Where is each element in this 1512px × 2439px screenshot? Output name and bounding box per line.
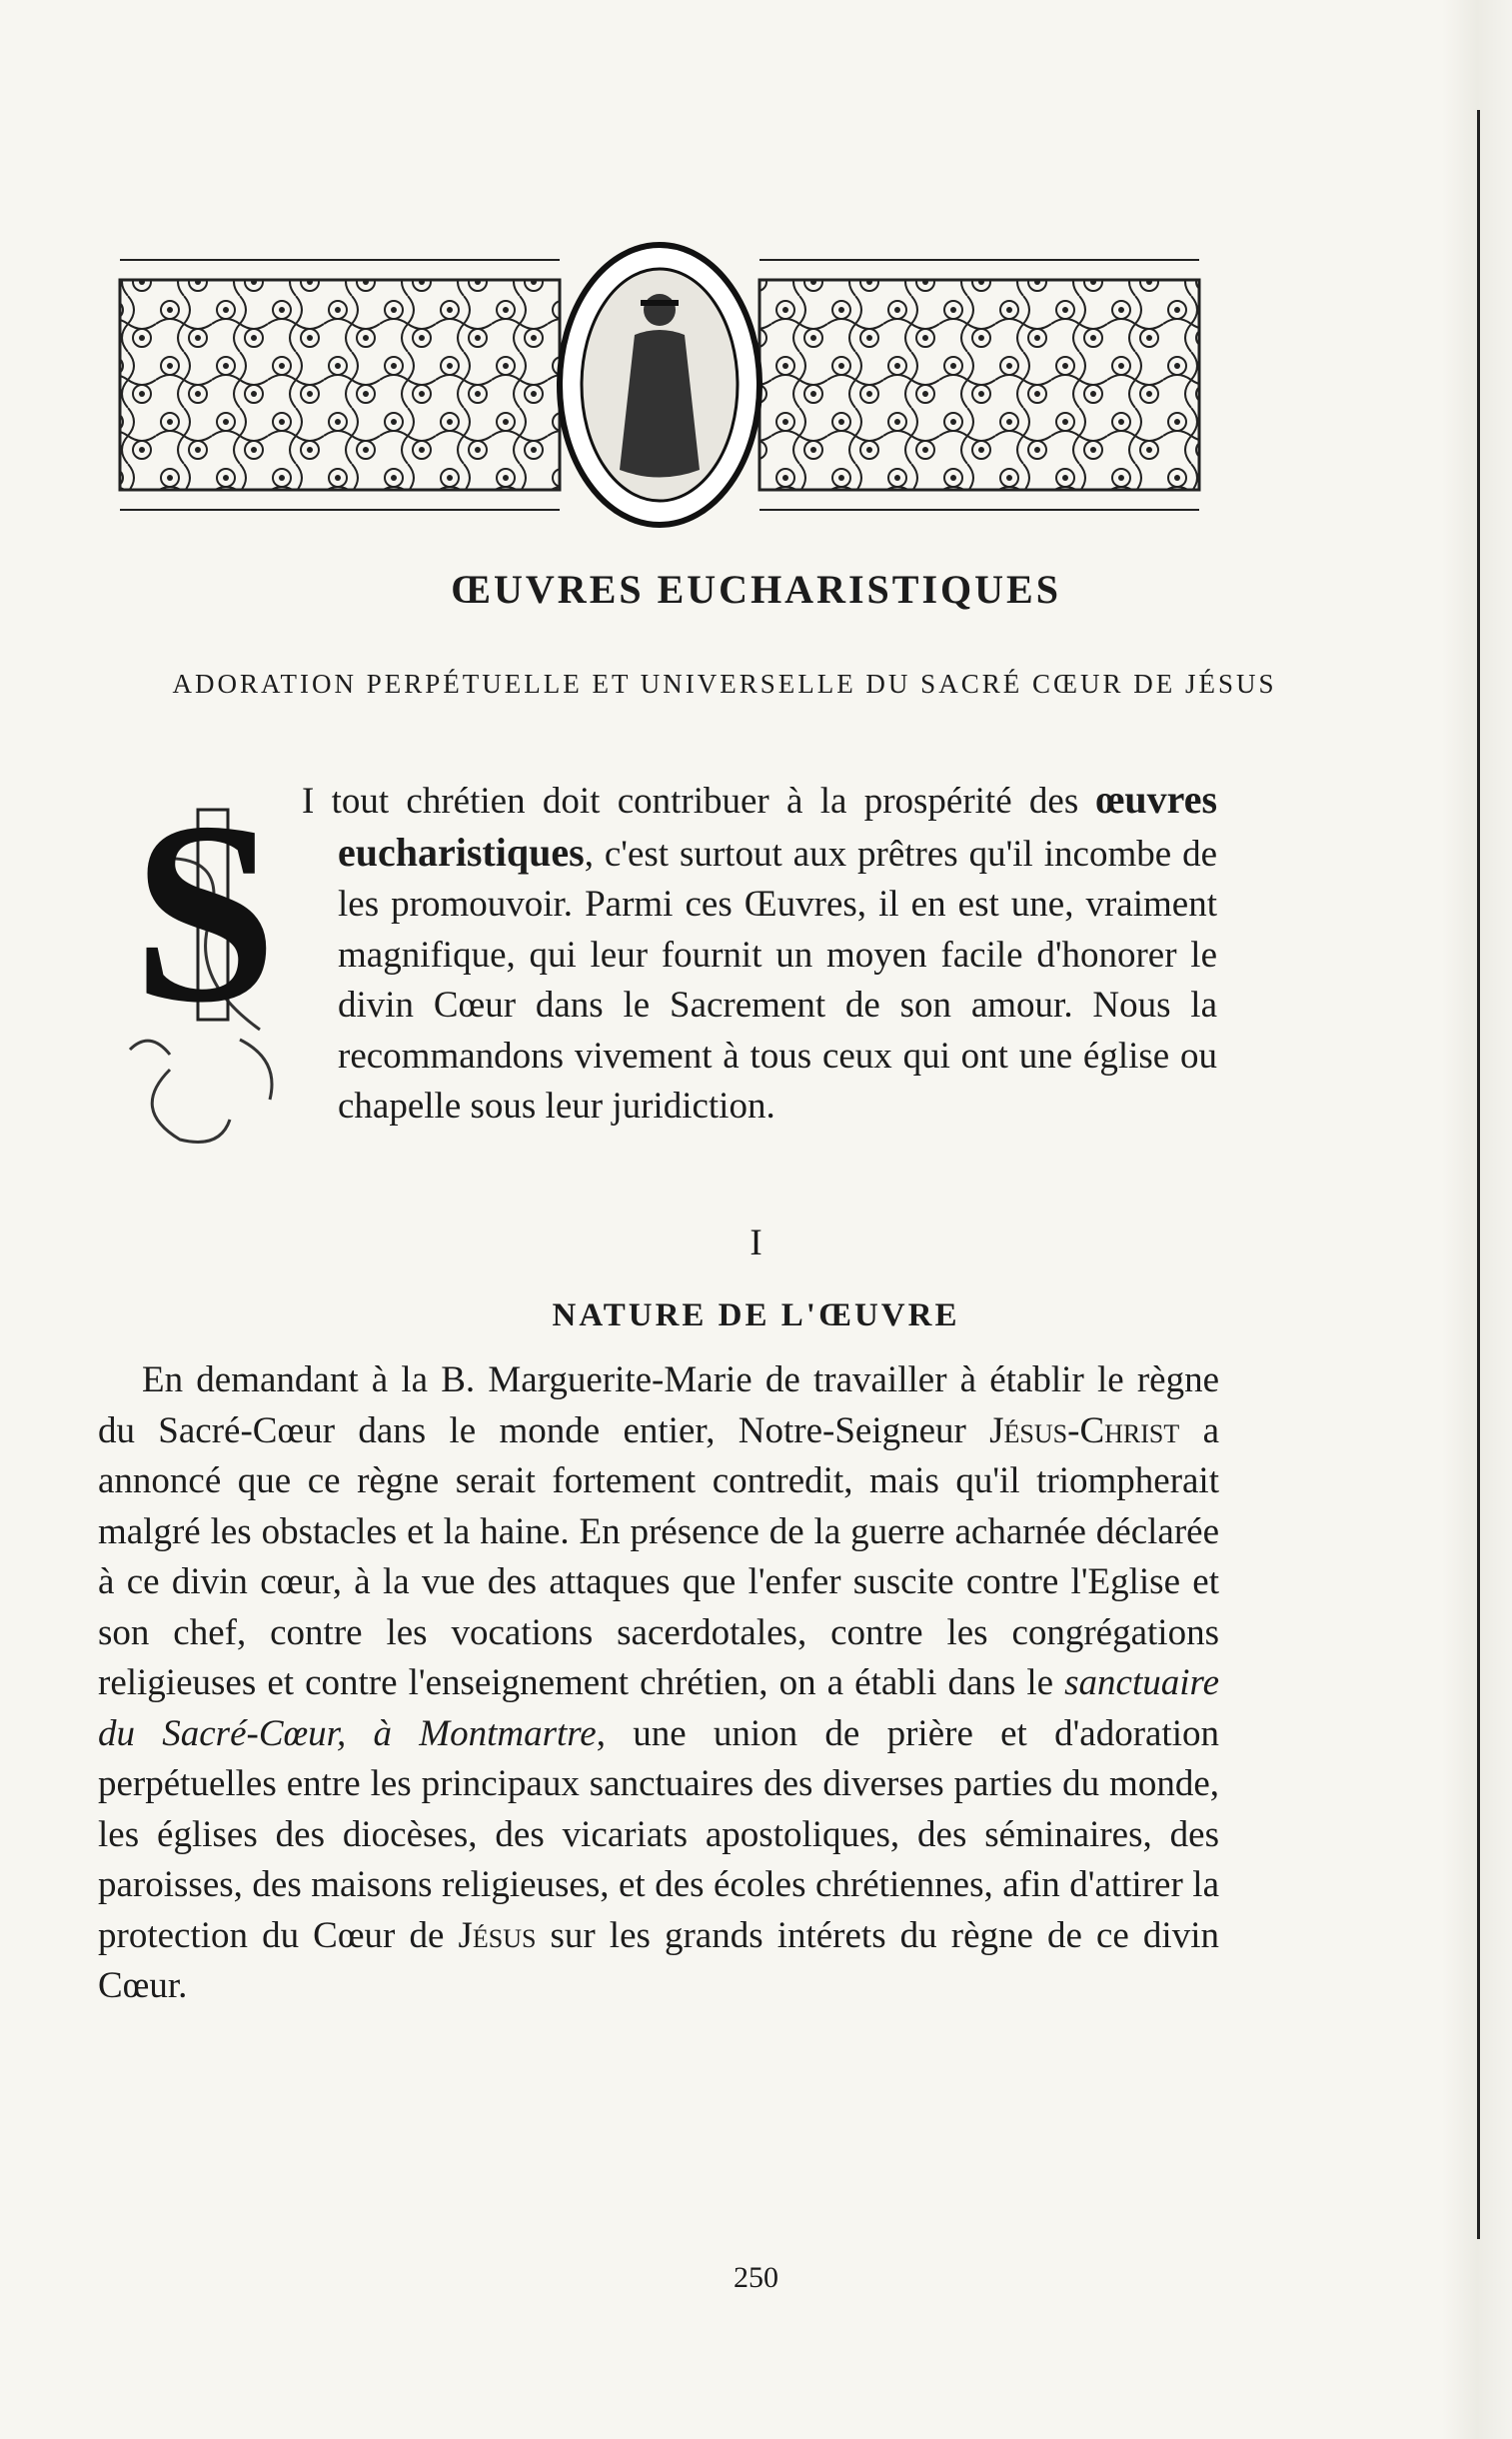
body-part2: a annoncé que ce règne serait fortement contredit, mais qu'il triompherait malgré les obstacles et la haine. En présence de la guerre acharnée déclarée à ce divin cœur, à la vue des attaques que l'enfer suscite contre l'Eglise et son chef, contre les vocations sacerdotales, contre les congrégations religieuses et contre l'enseignement chrétien, on a établi dans le (98, 1409, 1219, 1703)
page-subtitle: ADORATION PERPÉTUELLE ET UNIVERSELLE DU SACRÉ CŒUR DE JÉSUS (172, 669, 1277, 699)
body-jesus-christ: Jésus-Christ (989, 1409, 1180, 1451)
intro-rest: , c'est surtout aux prêtres qu'il incombe de les promouvoir. Parmi ces Œuvres, il en est une, vraiment magnifique, qui leur fournit un moyen facile d'honorer le divin Cœur dans le Sacrement de son amour. Nous la recommandons vivement à tous ceux qui ont une église ou chapelle sous leur juridiction. (338, 833, 1217, 1127)
body-part3: , une union de prière et d'adoration perpétuelles entre les principaux sanctuaires des diverses parties du monde, les églises des diocèses, des vicariats apostoliques, des séminaires, des paroisses, des maisons religieuses, et des écoles chrétiennes, afin d'attirer la protection du Cœur de (98, 1712, 1219, 1956)
body-part1: En demandant à la B. Marguerite-Marie de travailler à établir le règne du Sacré-Cœur dans le monde entier, Notre-Seigneur (98, 1359, 1219, 1451)
body-part4: sur les grands intérets du règne de ce divin Cœur. (98, 1914, 1219, 2006)
ornamental-banner (100, 240, 1219, 530)
drop-cap-ornament (110, 770, 300, 1160)
section-number: I (750, 1222, 762, 1263)
intro-paragraph (302, 775, 1218, 1133)
body-italic-place: sanctuaire du Sacré-Cœur, à Montmartre (98, 1662, 1219, 1754)
body-paragraph (98, 1355, 1219, 2012)
drop-cap-letter: S (132, 770, 278, 1057)
page-title: ŒUVRES EUCHARISTIQUES (451, 567, 1061, 612)
section-title: NATURE DE L'ŒUVRE (552, 1297, 960, 1333)
page-edge-line (1477, 110, 1480, 2239)
body-jesus: Jésus (458, 1914, 537, 1956)
page-number: 250 (734, 2261, 778, 2294)
intro-line1: I tout chrétien doit contribuer à la prospérité des (302, 781, 1079, 822)
intro-bold-phrase: œuvres eucharistiques (338, 777, 1218, 875)
